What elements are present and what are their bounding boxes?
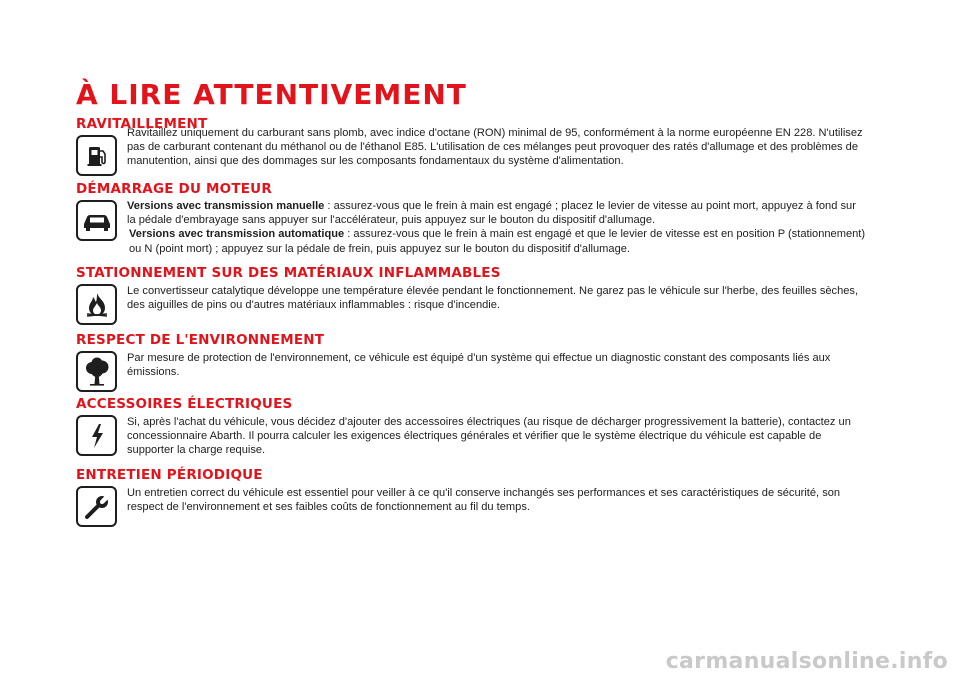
automatic-transmission-label: Versions avec transmission automatique [129, 228, 345, 241]
tree-icon [76, 351, 117, 392]
section-environnement [76, 332, 866, 379]
section-body: Ravitaillez uniquement du carburant sans plomb, avec indice d'octane (RON) minimal de 95, conformément à la norme européenne EN 228. N'utilisez pas de carburant contenant du méthanol ou de l'éthanol E85. L'utilisation de ces mélanges peut provoquer des ratés d'allumage et des problèmes de manutention, ainsi que des dommages sur les composants fondamentaux du système d'alimentation. [127, 127, 863, 168]
section-heading: RESPECT DE L'ENVIRONNEMENT [76, 332, 325, 348]
page-title: À LIRE ATTENTIVEMENT [76, 78, 467, 111]
section-stationnement [76, 265, 866, 312]
automatic-transmission-paragraph: Versions avec transmission automatique : assurez-vous que le frein à main est engagé et que le levier de vitesse est en position P (stationnement) ou N (point mort) ; appuyez sur la pédale de frein, puis appuyez sur le bouton du dispositif d'allumage. [129, 228, 866, 255]
section-demarrage [76, 181, 866, 255]
fuel-pump-icon [76, 135, 117, 176]
section-heading: DÉMARRAGE DU MOTEUR [76, 181, 272, 197]
car-icon [76, 200, 117, 241]
section-accessoires [76, 396, 866, 457]
wrench-icon [76, 486, 117, 527]
manual-transmission-label: Versions avec transmission manuelle [127, 200, 325, 212]
section-heading: ACCESSOIRES ÉLECTRIQUES [76, 396, 293, 412]
section-entretien [76, 467, 866, 514]
section-ravitaillement [76, 116, 866, 168]
section-body: Le convertisseur catalytique développe une température élevée pendant le fonctionnement. Ne garez pas le véhicule sur l'herbe, des feuilles sèches, des aiguilles de pins ou d'autres matériaux inflammables : risque d'incendie. [127, 285, 859, 312]
manual-transmission-paragraph: Versions avec transmission manuelle : assurez-vous que le frein à main est engagé ; placez le levier de vitesse au point mort, appuyez à fond sur la pédale d'embrayage sans appuyer sur l'accélérateur, puis appuyez sur le bouton du dispositif d'allumage. [127, 200, 856, 227]
section-heading: ENTRETIEN PÉRIODIQUE [76, 467, 263, 483]
section-body: Un entretien correct du véhicule est essentiel pour veiller à ce qu'il conserve inchangés ses performances et ses caractéristiques de sécurité, son respect de l'environnement et ses faibles coûts de fonctionnement au fil du temps. [127, 487, 841, 514]
flame-icon [76, 284, 117, 325]
section-body: Par mesure de protection de l'environnement, ce véhicule est équipé d'un système qui effectue un diagnostic constant des composants liés aux émissions. [127, 352, 831, 379]
section-body: Si, après l'achat du véhicule, vous décidez d'ajouter des accessoires électriques (au risque de décharger progressivement la batterie), contactez un concessionnaire Abarth. Il pourra calculer les exigences électriques générales et vérifier que le système électrique du véhicule est capable de supporter la charge requise. [127, 416, 851, 457]
section-heading: RAVITAILLEMENT [76, 116, 208, 132]
watermark: carmanualsonline.info [665, 649, 948, 674]
lightning-bolt-icon [76, 415, 117, 456]
section-heading: STATIONNEMENT SUR DES MATÉRIAUX INFLAMMABLES [76, 265, 501, 281]
section-body [127, 199, 867, 256]
